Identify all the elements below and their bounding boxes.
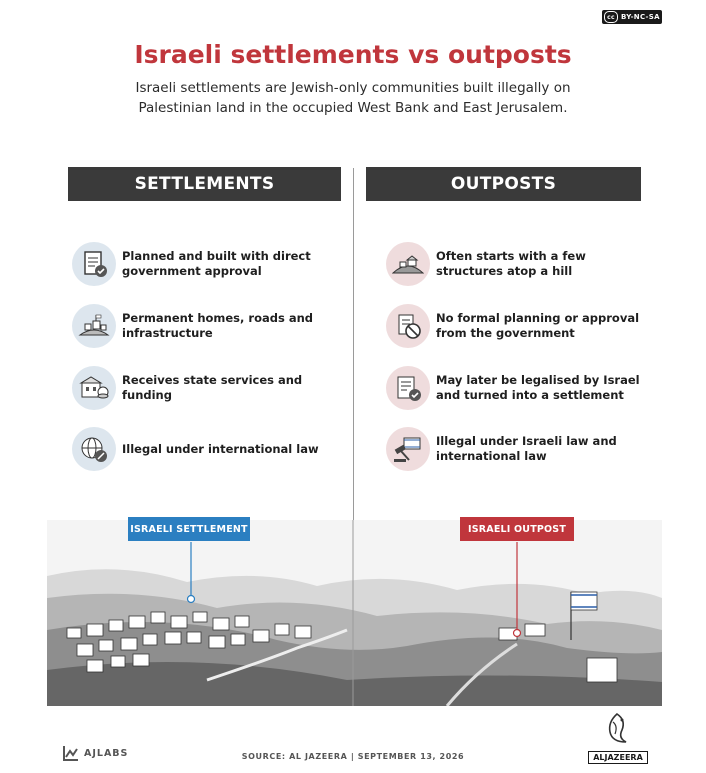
outpost-item <box>386 240 646 288</box>
outpost-item <box>386 364 646 412</box>
settlement-item <box>72 425 332 473</box>
settlement-item-text: Illegal under international law <box>122 441 319 456</box>
settlements-header: SETTLEMENTS <box>68 167 341 201</box>
aljazeera-logo <box>588 712 646 764</box>
outpost-label: ISRAELI OUTPOST <box>460 517 574 541</box>
outpost-item <box>386 302 646 350</box>
outpost-item <box>386 425 646 473</box>
outpost-item-text: Illegal under Israeli law and international law <box>436 434 617 463</box>
license-text: BY-NC-SA <box>621 13 660 21</box>
hilltop-structures-icon <box>386 242 430 286</box>
document-approval-icon <box>72 242 116 286</box>
settlement-item <box>72 364 332 412</box>
legalised-document-icon <box>386 366 430 410</box>
page-title: Israeli settlements vs outposts <box>134 40 572 69</box>
settlement-item-text: Permanent homes, roads and infrastructure <box>122 311 313 340</box>
settlement-item <box>72 302 332 350</box>
settlement-item <box>72 240 332 288</box>
settlement-label: ISRAELI SETTLEMENT <box>128 517 250 541</box>
outposts-header: OUTPOSTS <box>366 167 641 201</box>
source-line: SOURCE: AL JAZEERA | SEPTEMBER 13, 2026 <box>241 752 465 761</box>
settlement-item-text: Planned and built with direct government approval <box>122 249 311 278</box>
page-subtitle: Israeli settlements are Jewish-only communities built illegally on Palestinian land in the occupied West Bank and East Jerusalem. <box>135 80 571 116</box>
ajlabs-text: AJLABS <box>84 747 129 759</box>
aljazeera-logo-text: ALJAZEERA <box>588 751 648 764</box>
town-icon <box>72 304 116 348</box>
aljazeera-emblem-icon <box>600 712 634 746</box>
landscape-illustration <box>47 520 662 706</box>
gavel-flag-icon <box>386 427 430 471</box>
license-badge <box>602 10 662 24</box>
outpost-item-text: Often starts with a few structures atop a hill <box>436 249 586 278</box>
no-approval-icon <box>386 304 430 348</box>
globe-law-icon <box>72 427 116 471</box>
outpost-item-text: No formal planning or approval from the government <box>436 311 640 340</box>
funding-building-icon <box>72 366 116 410</box>
outpost-item-text: May later be legalised by Israel and turned into a settlement <box>436 373 640 402</box>
settlement-item-text: Receives state services and funding <box>122 373 303 402</box>
cc-icon: cc <box>604 11 618 23</box>
